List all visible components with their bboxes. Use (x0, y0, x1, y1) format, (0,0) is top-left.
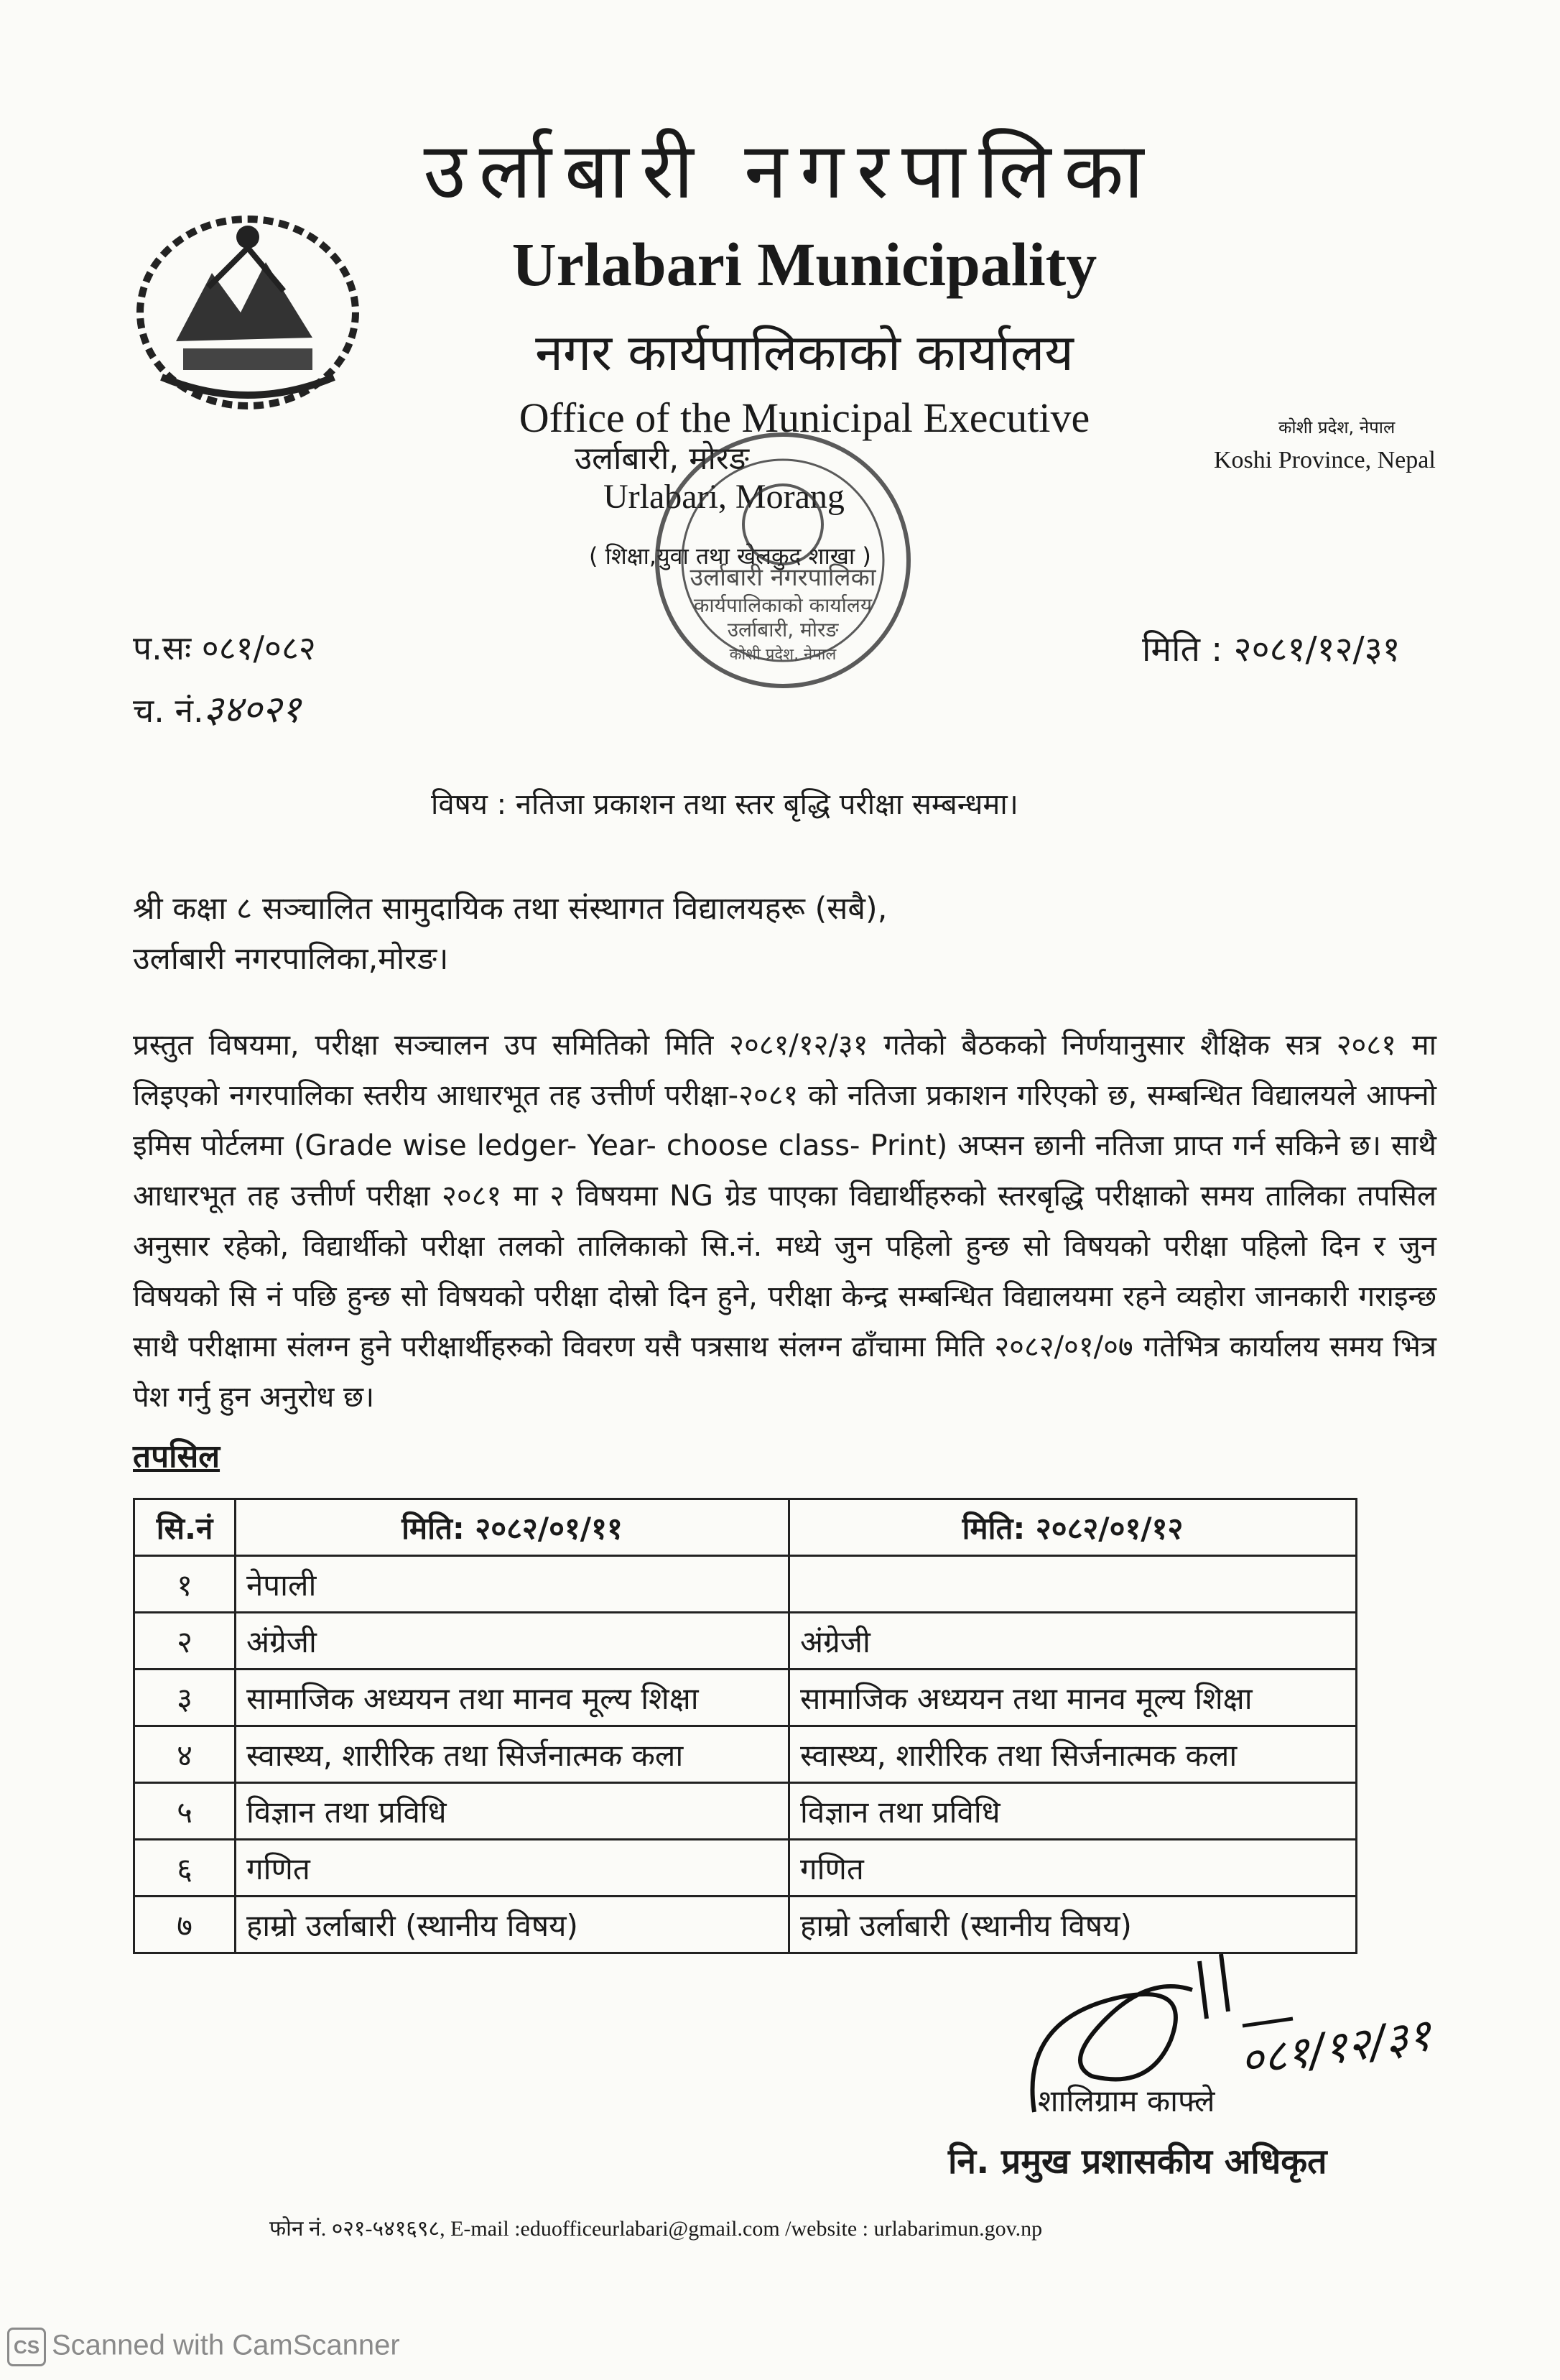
table-row (134, 1613, 1357, 1670)
cell-day1: अंग्रेजी (236, 1613, 789, 1670)
cell-serial: २ (134, 1613, 236, 1670)
cell-day2: सामाजिक अध्ययन तथा मानव मूल्य शिक्षा (789, 1670, 1357, 1726)
address-np: उर्लाबारी, मोरङ (575, 440, 749, 477)
office-name-np: नगर कार्यपालिकाको कार्यालय (535, 323, 1074, 382)
header-serial: सि.नं (134, 1499, 236, 1556)
addressee-line-1: श्री कक्षा ८ सञ्चालित सामुदायिक तथा संस्थागत विद्यालयहरू (सबै), (133, 891, 888, 927)
cell-day2: हाम्रो उर्लाबारी (स्थानीय विषय) (789, 1897, 1357, 1953)
dispatch-label: च. नं. (133, 691, 204, 730)
municipality-title-en: Urlabari Municipality (511, 230, 1097, 299)
cell-day1: गणित (236, 1840, 789, 1897)
cell-day1: स्वास्थ्य, शारीरिक तथा सिर्जनात्मक कला (236, 1726, 789, 1783)
signatory-title: नि. प्रमुख प्रशासकीय अधिकृत (948, 2141, 1327, 2182)
official-stamp (646, 424, 919, 697)
table-row (134, 1840, 1357, 1897)
table-row (134, 1726, 1357, 1783)
dispatch-value: ३४०२१ (203, 688, 301, 731)
cell-serial: ७ (134, 1897, 236, 1953)
table-row (134, 1556, 1357, 1613)
municipality-title-np: उर्लाबारी नगरपालिका (423, 126, 1157, 216)
cell-serial: ४ (134, 1726, 236, 1783)
camscanner-text: Scanned with CamScanner (52, 2329, 400, 2361)
table-heading: तपसिल (133, 1438, 220, 1475)
addressee-block (133, 884, 887, 984)
cell-day2: विज्ञान तथा प्रविधि (789, 1783, 1357, 1840)
cell-day2: अंग्रेजी (789, 1613, 1357, 1670)
stamp-line4: कोशी प्रदेश, नेपाल (729, 646, 837, 664)
cell-day2 (789, 1556, 1357, 1613)
dispatch-number (133, 682, 301, 733)
nepal-emblem-logo (133, 205, 363, 413)
header-day1: मिति: २०८२/०१/११ (236, 1499, 789, 1556)
letter-subject: विषय : नतिजा प्रकाशन तथा स्तर बृद्धि परीक्षा सम्बन्धमा। (431, 788, 1018, 821)
letter-body: प्रस्तुत विषयमा, परीक्षा सञ्चालन उप समितिको मिति २०८१/१२/३१ गतेको बैठकको निर्णयानुसार शैक्षिक सत्र २०८१ मा लिइएको नगरपालिका स्तरीय आधारभूत तह उत्तीर्ण परीक्षा-२०८१ को नतिजा प्रकाशन गरिएको छ, सम्बन्धित विद्यालयले आफ्नो इमिस पोर्टलमा (Grade wise ledger- Year- choose class- Print) अप्सन छानी नतिजा प्राप्त गर्न सकिने छ। साथै आधारभूत तह उत्तीर्ण परीक्षा २०८१ मा २ विषयमा NG ग्रेड पाएका विद्यार्थीहरुको स्तरबृद्धि परीक्षाको समय तालिका तपसिल अनुसार रहेको, विद्यार्थीको परीक्षा तलको तालिकाको सि.नं. मध्ये जुन पहिलो हुन्छ सो विषयको परीक्षा पहिलो दिन र जुन विषयको सि नं पछि हुन्छ सो विषयको परीक्षा दोस्रो दिन हुने, परीक्षा केन्द्र सम्बन्धित विद्यालयमा रहने व्यहोरा जानकारी गराइन्छ साथै परीक्षामा संलग्न हुने परीक्षार्थीहरुको विवरण यसै पत्रसाथ संलग्न ढाँचामा मिति २०८२/०१/०७ गतेभित्र कार्यालय समय भित्र पेश गर्नु हुन अनुरोध छ। (133, 1029, 1436, 1414)
table-row (134, 1670, 1357, 1726)
stamp-line1: उर्लाबारी नगरपालिका (690, 563, 876, 592)
contact-footer: फोन नं. ०२१-५४१६९८, E-mail :eduofficeurlabari@gmail.com /website : urlabarimun.gov.np (269, 2217, 1043, 2241)
cell-day1: नेपाली (236, 1556, 789, 1613)
section-name: ( शिक्षा,युवा तथा खेलकुद शाखा ) (589, 542, 871, 570)
reference-number: प.सः ०८१/०८२ (133, 629, 316, 667)
table-row (134, 1783, 1357, 1840)
addressee-line-2: उर्लाबारी नगरपालिका,मोरङ। (133, 941, 449, 977)
cell-serial: १ (134, 1556, 236, 1613)
cell-day2: गणित (789, 1840, 1357, 1897)
stamp-line3: उर्लाबारी, मोरङ (727, 618, 839, 642)
cell-day2: स्वास्थ्य, शारीरिक तथा सिर्जनात्मक कला (789, 1726, 1357, 1783)
exam-schedule-table (133, 1498, 1357, 1954)
signature-date: ०८१/१२/३१ (1236, 2008, 1434, 2087)
stamp-line2: कार्यपालिकाको कार्यालय (693, 593, 873, 617)
cell-serial: ३ (134, 1670, 236, 1726)
province-np: कोशी प्रदेश, नेपाल (1278, 417, 1396, 437)
cell-day1: सामाजिक अध्ययन तथा मानव मूल्य शिक्षा (236, 1670, 789, 1726)
signatory-name: शालिग्राम काफ्ले (1038, 2083, 1215, 2119)
letter-date: मिति : २०८१/१२/३१ (1142, 629, 1401, 670)
address-en: Urlabari, Morang (603, 478, 845, 516)
cell-day1: हाम्रो उर्लाबारी (स्थानीय विषय) (236, 1897, 789, 1953)
province-en: Koshi Province, Nepal (1214, 447, 1436, 473)
office-name-en: Office of the Municipal Executive (519, 394, 1090, 441)
cell-serial: ६ (134, 1840, 236, 1897)
table-header-row (134, 1499, 1357, 1556)
header-day2: मिति: २०८२/०१/१२ (789, 1499, 1357, 1556)
cell-serial: ५ (134, 1783, 236, 1840)
cell-day1: विज्ञान तथा प्रविधि (236, 1783, 789, 1840)
camscanner-watermark (7, 2328, 400, 2366)
camscanner-icon: CS (7, 2328, 46, 2366)
